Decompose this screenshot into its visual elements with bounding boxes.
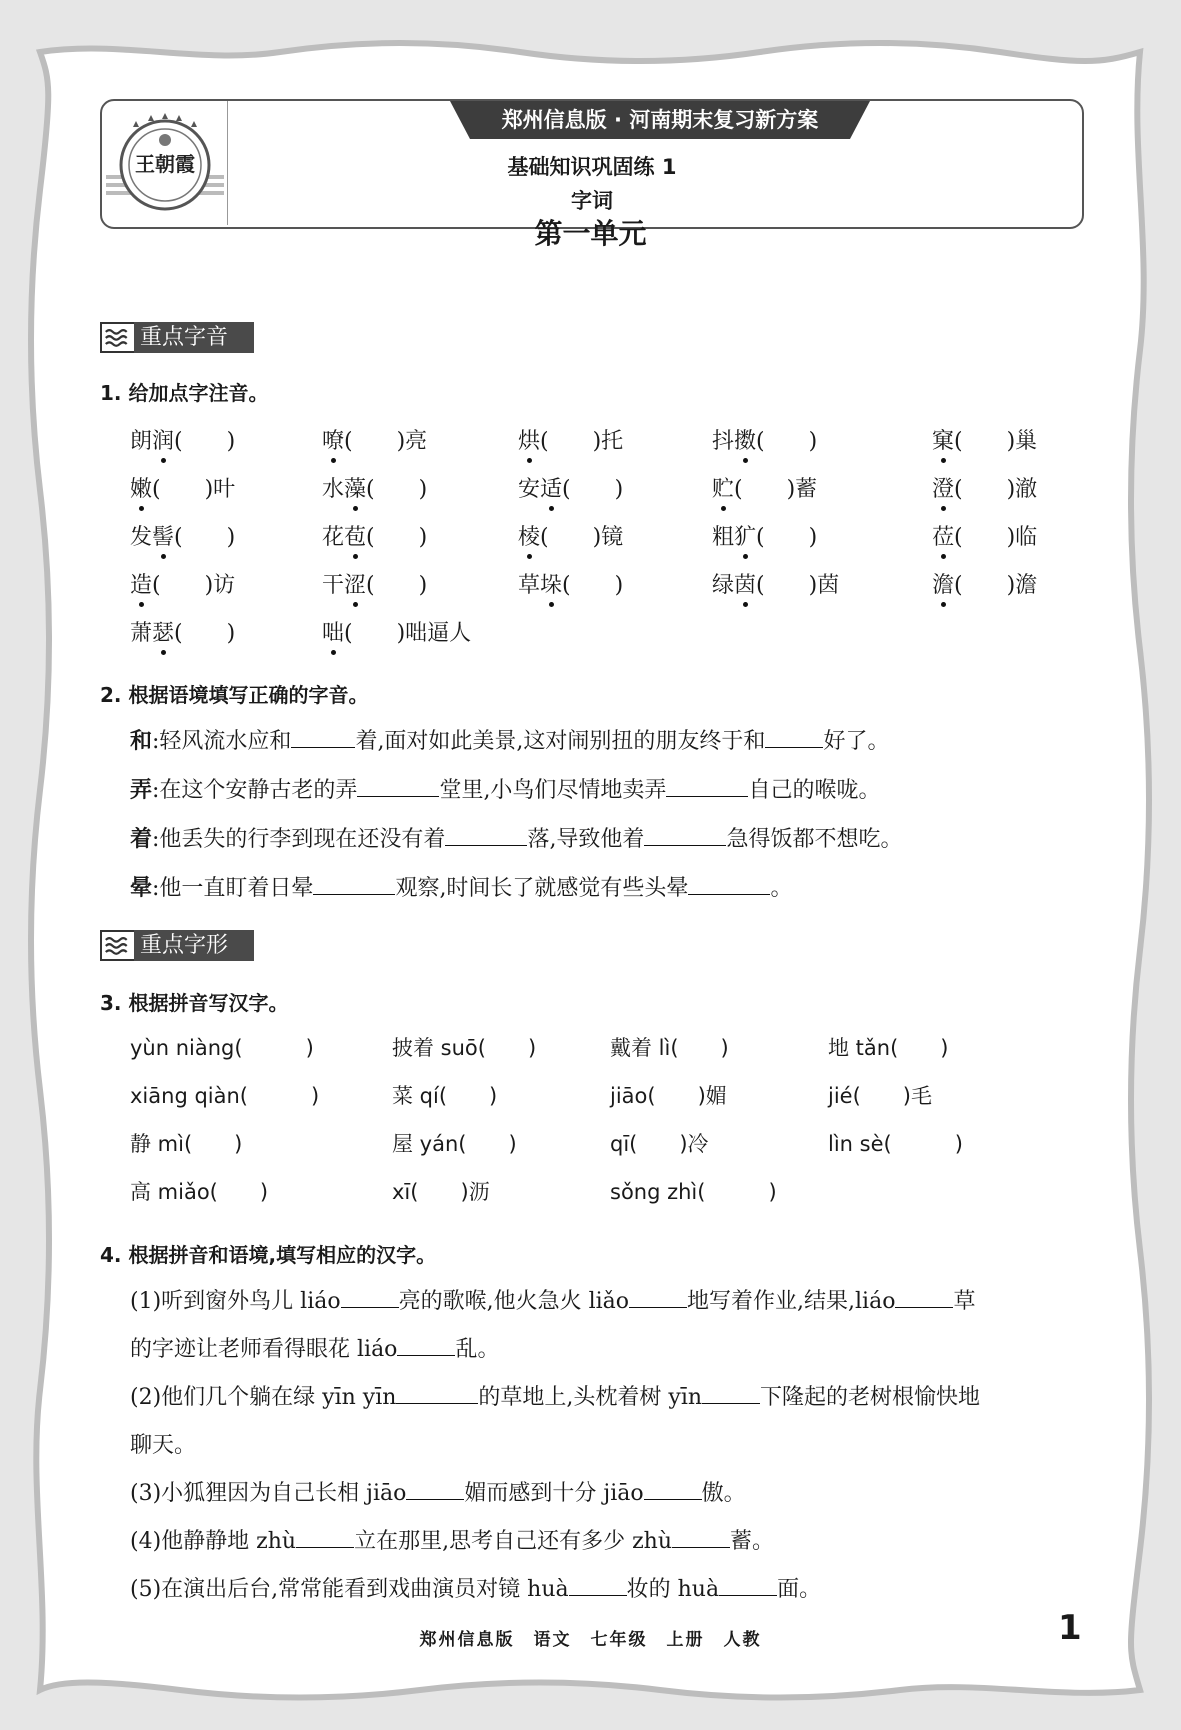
- q1-item: 干涩( ): [322, 568, 427, 599]
- section-label: 重点字形: [134, 930, 254, 961]
- q1-item: 水藻( ): [322, 472, 427, 503]
- question-2-title: 2. 根据语境填写正确的字音。: [100, 683, 369, 707]
- q3-item: xī( )沥: [392, 1180, 490, 1204]
- q4-line: (5)在演出后台,常常能看到戏曲演员对镜 huà 妆的 huà 面。: [130, 1577, 822, 1602]
- q1-item: 澄( )澈: [932, 472, 1037, 503]
- q3-item: 戴着 lì( ): [610, 1036, 729, 1060]
- q1-item: 发髻( ): [130, 520, 235, 551]
- q4-line: (3)小狐狸因为自己长相 jiāo 媚而感到十分 jiāo 傲。: [130, 1481, 746, 1506]
- q1-item: 棱( )镜: [518, 520, 623, 551]
- q3-item: 菜 qí( ): [392, 1084, 498, 1108]
- q1-item: 粗犷( ): [712, 520, 817, 551]
- q1-item: 绿茵( )茵: [712, 568, 839, 599]
- q1-item: 朗润( ): [130, 424, 235, 455]
- q4-line: (2)他们几个躺在绿 yīn yīn 的草地上,头枕着树 yīn 下隆起的老树根愉快地: [130, 1385, 981, 1410]
- q1-item: 莅( )临: [932, 520, 1037, 551]
- q1-item: 造( )访: [130, 568, 235, 599]
- q1-item: 抖擞( ): [712, 424, 817, 455]
- q2-line: 着:他丢失的行李到现在还没有着 落,导致他着 急得饭都不想吃。: [130, 826, 903, 852]
- q3-item: jié( )毛: [828, 1084, 932, 1108]
- exercise-title: 基础知识巩固练 1: [507, 155, 677, 179]
- q1-item: 澹( )澹: [932, 568, 1037, 599]
- header-box: [100, 99, 1084, 229]
- q3-item: yùn niàng( ): [130, 1036, 314, 1060]
- exercise-topic: 字词: [571, 189, 613, 213]
- svg-text:王朝霞: 王朝霞: [135, 152, 195, 176]
- section-label: 重点字音: [134, 322, 254, 353]
- question-3-title: 3. 根据拼音写汉字。: [100, 991, 289, 1015]
- q1-item: 嫩( )叶: [130, 472, 235, 503]
- wave-lines-icon: [100, 930, 136, 961]
- q1-item: 安适( ): [518, 472, 623, 503]
- q3-item: sǒng zhì( ): [610, 1180, 777, 1204]
- q3-item: lìn sè( ): [828, 1132, 963, 1156]
- unit-title: 第一单元: [534, 217, 647, 250]
- q4-line: (1)听到窗外鸟儿 liáo 亮的歌喉,他火急火 liǎo 地写着作业,结果,liáo 草: [130, 1289, 976, 1314]
- section-tag-pronunciation: [100, 322, 254, 353]
- q1-item: 嘹( )亮: [322, 424, 427, 455]
- wave-lines-icon: [100, 322, 136, 353]
- q1-item: 咄( )咄逼人: [322, 616, 471, 647]
- q3-item: 地 tǎn( ): [828, 1036, 949, 1060]
- q1-item: 草垛( ): [518, 568, 623, 599]
- q4-line: 聊天。: [130, 1433, 197, 1458]
- q1-item: 贮( )蓄: [712, 472, 817, 503]
- q1-item: 萧瑟( ): [130, 616, 235, 647]
- footer-text: 郑州信息版 语文 七年级 上册 人教: [419, 1630, 762, 1650]
- q2-line: 弄:在这个安静古老的弄 堂里,小鸟们尽情地卖弄 自己的喉咙。: [130, 777, 881, 803]
- q3-item: 屋 yán( ): [392, 1132, 517, 1156]
- q4-line: (4)他静静地 zhù 立在那里,思考自己还有多少 zhù 蓄。: [130, 1529, 775, 1554]
- q2-line: 和:轻风流水应和 着,面对如此美景,这对闹别扭的朋友终于和 好了。: [130, 728, 890, 754]
- q2-line: 晕:他一直盯着日晕 观察,时间长了就感觉有些头晕 。: [130, 875, 793, 901]
- q3-item: 披着 suō( ): [392, 1036, 537, 1060]
- section-tag-character-forms: [100, 930, 254, 961]
- question-1-title: 1. 给加点字注音。: [100, 381, 269, 405]
- q3-item: qī( )冷: [610, 1132, 709, 1156]
- question-4-title: 4. 根据拼音和语境,填写相应的汉字。: [100, 1243, 437, 1267]
- q1-item: 烘( )托: [518, 424, 623, 455]
- banner-title: 郑州信息版 · 河南期末复习新方案: [501, 108, 819, 132]
- q3-item: xiāng qiàn( ): [130, 1084, 320, 1108]
- q1-item: 花苞( ): [322, 520, 427, 551]
- q3-item: jiāo( )媚: [610, 1084, 727, 1108]
- q1-item: 窠( )巢: [932, 424, 1037, 455]
- q4-line: 的字迹让老师看得眼花 liáo 乱。: [130, 1337, 500, 1362]
- q3-item: 静 mì( ): [130, 1132, 243, 1156]
- q3-item: 高 miǎo( ): [130, 1180, 269, 1204]
- page-number: 1: [1058, 1608, 1082, 1648]
